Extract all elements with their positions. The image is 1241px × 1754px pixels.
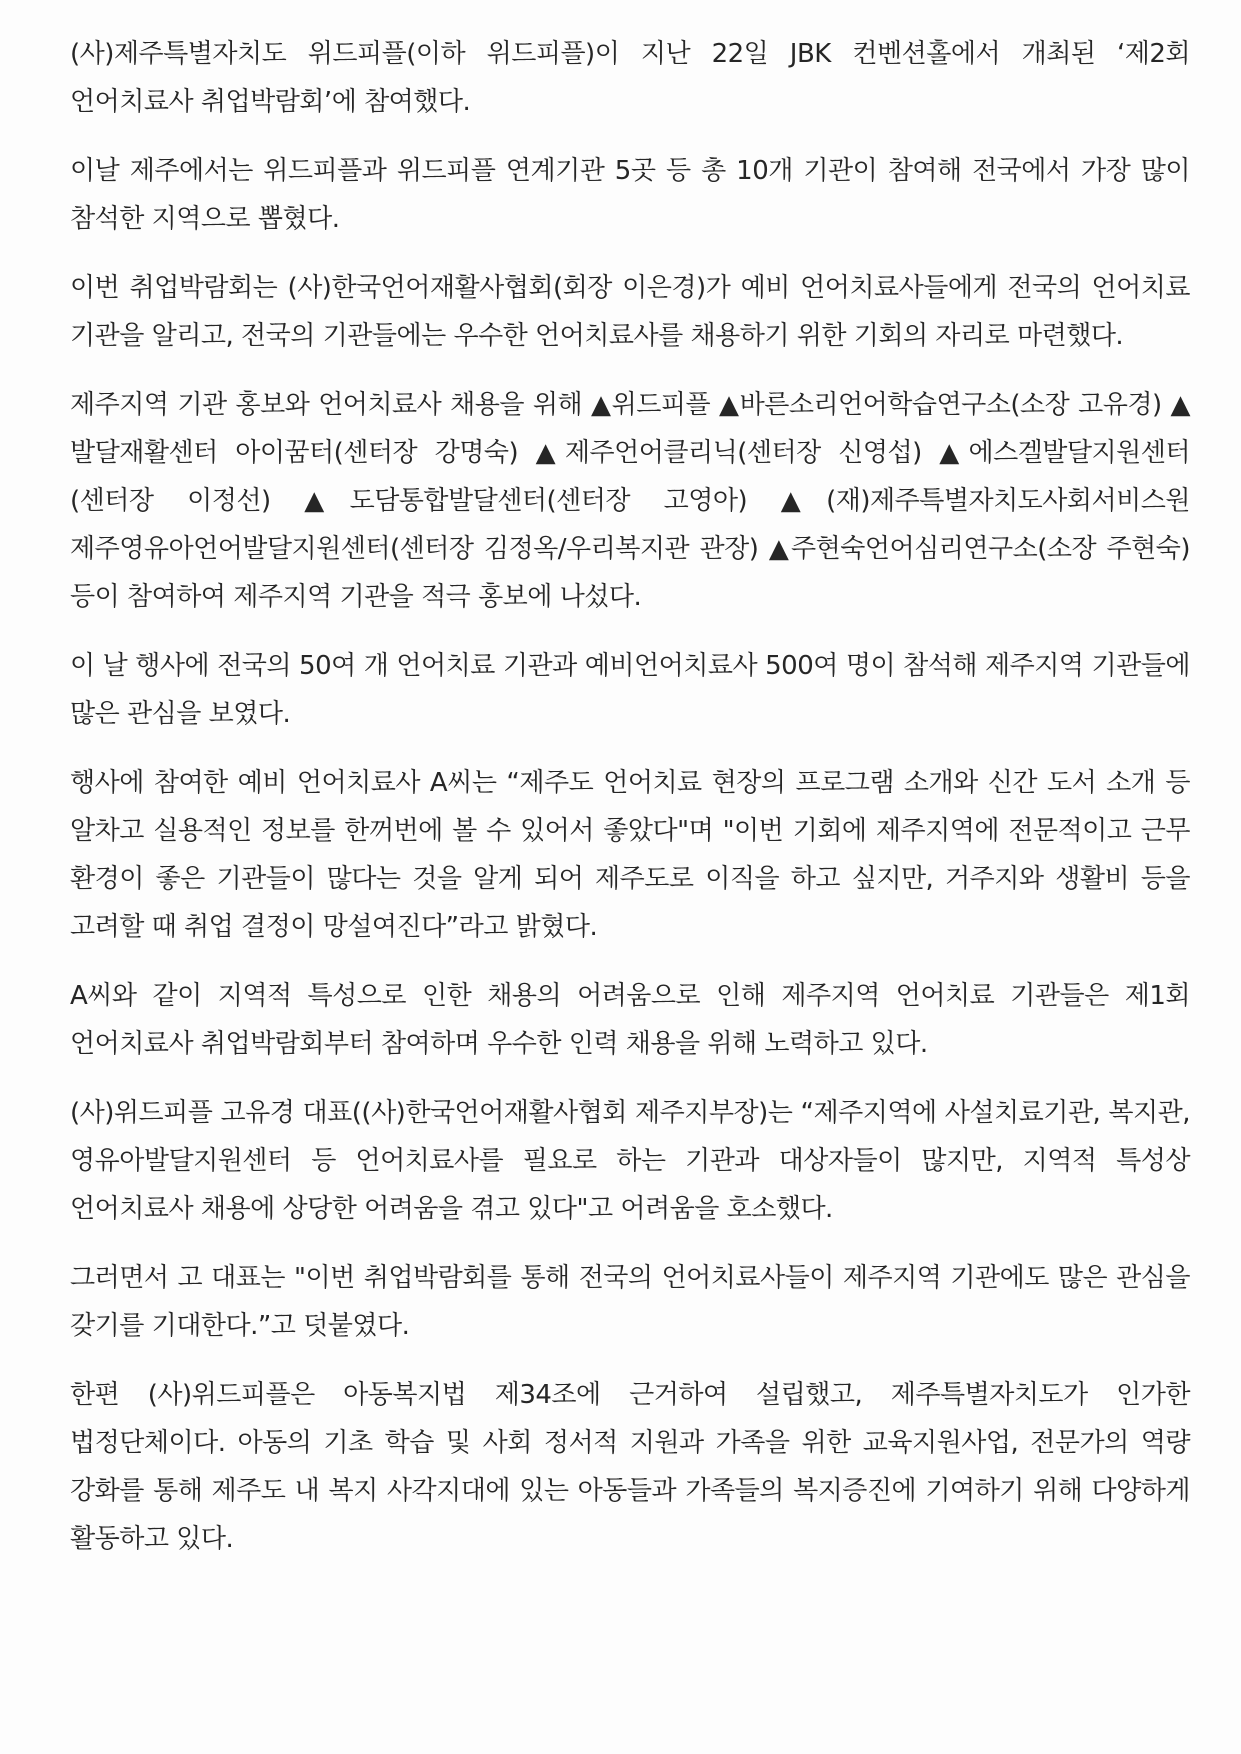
paragraph-5: 이 날 행사에 전국의 50여 개 언어치료 기관과 예비언어치료사 500여 명이 참석해 제주지역 기관들에 많은 관심을 보였다.	[70, 651, 1190, 729]
article-body	[70, 30, 1190, 1584]
paragraph-1: (사)제주특별자치도 위드피플(이하 위드피플)이 지난 22일 JBK 컨벤션홀에서 개최된 ‘제2회 언어치료사 취업박람회’에 참여했다.	[70, 39, 1190, 117]
paragraph-3: 이번 취업박람회는 (사)한국언어재활사협회(회장 이은경)가 예비 언어치료사들에게 전국의 언어치료 기관을 알리고, 전국의 기관들에는 우수한 언어치료사를 채용하기 위한 기회의 자리로 마련했다.	[70, 273, 1190, 351]
paragraph-4: 제주지역 기관 홍보와 언어치료사 채용을 위해 ▲위드피플 ▲바른소리언어학습연구소(소장 고유경) ▲발달재활센터 아이꿈터(센터장 강명숙) ▲제주언어클리닉(센터장 신영섭) ▲에스겔발달지원센터(센터장 이정선) ▲도담통합발달센터(센터장 고영아) ▲(재)제주특별자치도사회서비스원 제주영유아언어발달지원센터(센터장 김정옥/우리복지관 관장) ▲주현숙언어심리연구소(소장 주현숙) 등이 참여하여 제주지역 기관을 적극 홍보에 나섰다.	[70, 390, 1190, 612]
paragraph-10: 한편 (사)위드피플은 아동복지법 제34조에 근거하여 설립했고, 제주특별자치도가 인가한 법정단체이다. 아동의 기초 학습 및 사회 정서적 지원과 가족을 위한 교육지원사업, 전문가의 역량 강화를 통해 제주도 내 복지 사각지대에 있는 아동들과 가족들의 복지증진에 기여하기 위해 다양하게 활동하고 있다.	[70, 1380, 1190, 1554]
paragraph-9: 그러면서 고 대표는 "이번 취업박람회를 통해 전국의 언어치료사들이 제주지역 기관에도 많은 관심을 갖기를 기대한다.”고 덧붙였다.	[70, 1263, 1190, 1341]
paragraph-7: A씨와 같이 지역적 특성으로 인한 채용의 어려움으로 인해 제주지역 언어치료 기관들은 제1회 언어치료사 취업박람회부터 참여하며 우수한 인력 채용을 위해 노력하고 있다.	[70, 981, 1190, 1059]
paragraph-6: 행사에 참여한 예비 언어치료사 A씨는 “제주도 언어치료 현장의 프로그램 소개와 신간 도서 소개 등 알차고 실용적인 정보를 한꺼번에 볼 수 있어서 좋았다"며 "이번 기회에 제주지역에 전문적이고 근무 환경이 좋은 기관들이 많다는 것을 알게 되어 제주도로 이직을 하고 싶지만, 거주지와 생활비 등을 고려할 때 취업 결정이 망설여진다”라고 밝혔다.	[70, 768, 1190, 942]
paragraph-8: (사)위드피플 고유경 대표((사)한국언어재활사협회 제주지부장)는 “제주지역에 사설치료기관, 복지관, 영유아발달지원센터 등 언어치료사를 필요로 하는 기관과 대상자들이 많지만, 지역적 특성상 언어치료사 채용에 상당한 어려움을 겪고 있다"고 어려움을 호소했다.	[70, 1098, 1190, 1224]
paragraph-2: 이날 제주에서는 위드피플과 위드피플 연계기관 5곳 등 총 10개 기관이 참여해 전국에서 가장 많이 참석한 지역으로 뽑혔다.	[70, 156, 1190, 234]
